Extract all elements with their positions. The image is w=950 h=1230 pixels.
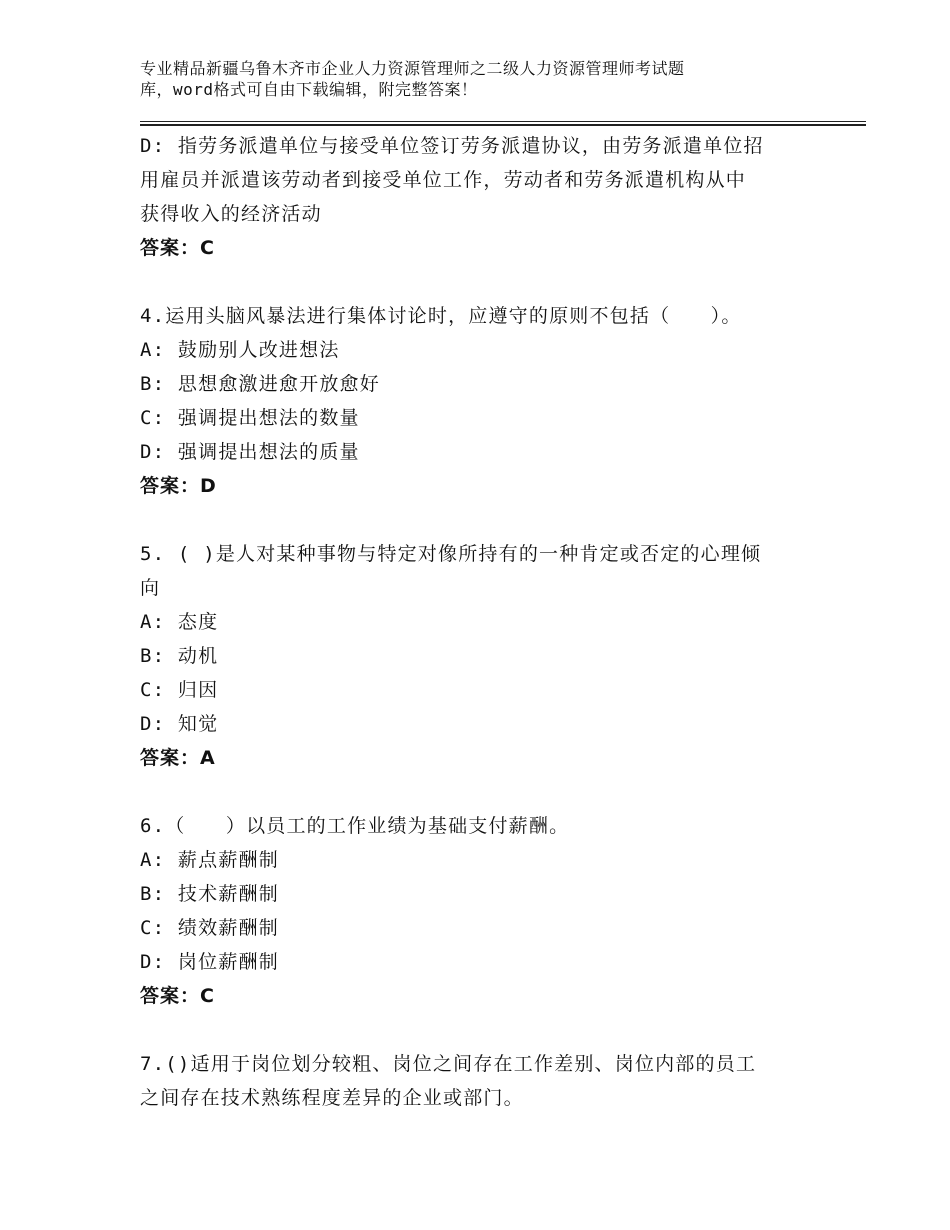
question-5-answer: 答案：A	[140, 747, 216, 769]
question-6-option-d: D: 岗位薪酬制	[140, 951, 279, 973]
header-title-line-1: 专业精品新疆乌鲁木齐市企业人力资源管理师之二级人力资源管理师考试题	[140, 59, 685, 78]
question-3-option-d-line-2: 用雇员并派遣该劳动者到接受单位工作，劳动者和劳务派遣机构从中	[140, 169, 747, 191]
question-4-option-b: B: 思想愈激进愈开放愈好	[140, 373, 380, 395]
question-4-option-a: A: 鼓励别人改进想法	[140, 339, 340, 361]
question-5-stem-line-2: 向	[140, 577, 161, 599]
spacer	[140, 775, 840, 809]
question-5-option-a: A: 态度	[140, 611, 219, 633]
question-5-option-c: C: 归因	[140, 679, 219, 701]
question-6-option-b: B: 技术薪酬制	[140, 883, 279, 905]
header-divider-thin	[140, 121, 866, 122]
question-6	[140, 809, 840, 1013]
question-6-option-c: C: 绩效薪酬制	[140, 917, 279, 939]
question-4-option-d: D: 强调提出想法的质量	[140, 441, 360, 463]
question-5-option-b: B: 动机	[140, 645, 219, 667]
question-5-stem-line-1: 5. ( )是人对某种事物与特定对像所持有的一种肯定或否定的心理倾	[140, 543, 762, 565]
question-4-answer: 答案：D	[140, 475, 217, 497]
question-3-option-d-line-1: D: 指劳务派遣单位与接受单位签订劳务派遣协议，由劳务派遣单位招	[140, 135, 764, 157]
document-body	[140, 129, 840, 1115]
question-3-answer: 答案：C	[140, 237, 215, 259]
question-6-stem: 6.（ ）以员工的工作业绩为基础支付薪酬。	[140, 815, 570, 837]
question-5-option-d: D: 知觉	[140, 713, 219, 735]
question-3-option-d-line-3: 获得收入的经济活动	[140, 203, 322, 225]
question-6-option-a: A: 薪点薪酬制	[140, 849, 279, 871]
question-3-tail	[140, 129, 840, 265]
header-divider-thick	[140, 124, 866, 126]
spacer	[140, 503, 840, 537]
spacer	[140, 1013, 840, 1047]
question-7-stem-line-1: 7.()适用于岗位划分较粗、岗位之间存在工作差别、岗位内部的员工	[140, 1053, 757, 1075]
question-4-option-c: C: 强调提出想法的数量	[140, 407, 360, 429]
question-7	[140, 1047, 840, 1115]
question-4	[140, 299, 840, 503]
spacer	[140, 265, 840, 299]
question-7-stem-line-2: 之间存在技术熟练程度差异的企业或部门。	[140, 1087, 524, 1109]
page-header	[140, 58, 840, 100]
question-5	[140, 537, 840, 775]
header-title-line-2: 库，word格式可自由下载编辑，附完整答案！	[140, 80, 478, 99]
question-6-answer: 答案：C	[140, 985, 215, 1007]
question-4-stem: 4.运用头脑风暴法进行集体讨论时，应遵守的原则不包括（ ）。	[140, 305, 742, 327]
